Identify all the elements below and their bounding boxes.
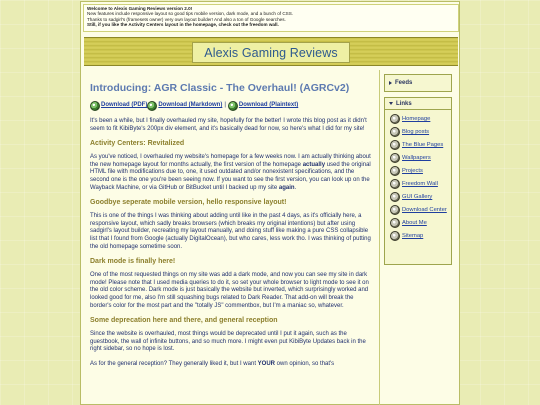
book-icon [390, 140, 400, 150]
text-run-bold: YOUR [257, 360, 275, 367]
download-plaintext[interactable] [228, 101, 298, 111]
links-label: Links [396, 100, 412, 107]
download-pdf-link[interactable]: Download (PDF) [101, 102, 148, 109]
caret-right-icon [389, 81, 392, 85]
links-list [385, 110, 451, 247]
notice-box [83, 4, 459, 32]
feeds-box [384, 74, 452, 92]
section-heading: Some deprecation here and there, and general reception [90, 317, 278, 325]
sidebar-link-blog-posts[interactable] [390, 127, 448, 137]
paragraph: Since the website is overhauled, most things would be deprecated until I put it again, such as the guestbook, the wall of infinite buttons, and so much more. I might even put KibiByte Updates back in the right sidebar, so no hope is lost. [90, 331, 366, 353]
download-icon [147, 101, 157, 111]
sidebar-link-label[interactable]: Homepage [402, 116, 431, 122]
download-links [90, 101, 373, 111]
notice-line: Still, if you like the Activity Centers layout in the homepage, check out the freedom wall. [87, 22, 279, 28]
sidebar-link-label[interactable]: Sitemap [402, 233, 424, 239]
sidebar-link-freedom-wall[interactable] [390, 179, 448, 189]
sidebar-link-sitemap[interactable] [390, 231, 448, 241]
notice-line: Welcome to Alexis Gaming Reviews version 2.0! [87, 6, 193, 11]
sidebar-link-blue-pages[interactable] [390, 140, 448, 150]
download-icon [228, 101, 238, 111]
separator: | [224, 102, 226, 109]
section-heading: Dark mode is finally here! [90, 258, 176, 266]
section-heading: Activity Centers: Revitalized [90, 140, 185, 148]
paragraph [90, 361, 373, 369]
wall-icon [390, 179, 400, 189]
projects-icon [390, 166, 400, 176]
text-run-bold: actually [302, 161, 326, 168]
notice-line: New features include responsive layout so good tips mobile version, dark mode, and a bunch of CSS. [87, 11, 294, 17]
main-content [84, 70, 380, 405]
paragraph: This is one of the things I was thinking about adding until like in the past 4 days, as it's officially here, a responsive layout, which sadly breaks browsers (which breaks my original intentions) but after using sadgirl's layout builder, recreating my layout manually, and doing stuff like making a pure CSS collapsible list that I found from Google (actually DigitalOcean), but who cares, less work tho. I was thinking of putting the old homepage sometime soon. [90, 213, 371, 250]
sidebar-link-homepage[interactable] [390, 114, 448, 124]
download-pdf[interactable] [90, 101, 147, 111]
download-markdown[interactable] [147, 101, 222, 111]
right-sidebar [381, 70, 459, 405]
feeds-label: Feeds [395, 80, 413, 86]
site-title[interactable]: Alexis Gaming Reviews [192, 42, 350, 63]
sitemap-icon [390, 231, 400, 241]
sidebar-link-label[interactable]: Projects [402, 168, 423, 174]
feeds-toggle[interactable] [385, 75, 451, 91]
sidebar-link-label[interactable]: The Blue Pages [402, 142, 444, 148]
text-run-bold: again [278, 184, 295, 191]
links-toggle[interactable] [385, 98, 451, 110]
sidebar-link-wallpapers[interactable] [390, 153, 448, 163]
download-plaintext-link[interactable]: Download (Plaintext) [238, 102, 299, 109]
sidebar-link-gui-gallery[interactable] [390, 192, 448, 202]
blog-icon [390, 127, 400, 137]
sidebar-link-about-me[interactable] [390, 218, 448, 228]
home-icon [390, 114, 400, 124]
sidebar-link-download-center[interactable] [390, 205, 448, 215]
text-run: used the original HTML file with modifications due to, one, it used outdated and/or nonexistent specifications, and the second one is the one you're been seeing now. If you want to see the first version, you can look up on the Wayback Machine, or via GitHub or BitBucket until I backed up my site [90, 161, 371, 191]
paragraph: One of the most requested things on my site was add a dark mode, and now you can see my site in dark mode! Please note that I used media queries to do it, so set your whole browser to light mode to see it on the old color scheme. Dark mode is just basically the website but inverted, which surprisingly worked and looked good for me, also I'm still squashing bugs related to Dark Reader. That add-on will break the border's color for the most part and the "totally JS" commentbox, but I'm a maniac so, whatever. [90, 272, 369, 309]
sidebar-link-label[interactable]: GUI Gallery [402, 194, 433, 200]
gallery-icon [390, 192, 400, 202]
download-icon [90, 101, 100, 111]
sidebar-link-label[interactable]: Freedom Wall [402, 181, 438, 187]
caret-down-icon [389, 102, 393, 105]
section-heading: Goodbye seperate mobile version, hello responsive layout! [90, 199, 287, 207]
text-run: As you've noticed, I overhauled my website's homepage for a few weeks now. I am actually thinking about the new homepage layout for months actually, the first version of the homepage [90, 154, 371, 168]
user-icon [390, 218, 400, 228]
paragraph: It's been a while, but I finally overhauled my site, hopefully for the better! I wrote this blog post as it didn't seem to fit KibiByte's 200px div element, and it's basically dead for now, so here's what I did for my site! [90, 118, 367, 132]
sidebar-link-projects[interactable] [390, 166, 448, 176]
site-banner [84, 37, 458, 66]
sidebar-link-label[interactable]: About Me [402, 220, 427, 226]
notice-line: Thanks to sadgirl's (framesets owner) very own layout builder! And also a ton of Google searches. [87, 16, 286, 22]
download-markdown-link[interactable]: Download (Markdown) [158, 102, 223, 109]
sidebar-link-label[interactable]: Blog posts [402, 129, 430, 135]
sidebar-link-label[interactable]: Download Center [402, 207, 447, 213]
text-run: own opinion, so that's [275, 360, 335, 367]
download-icon [390, 205, 400, 215]
sidebar-link-label[interactable]: Wallpapers [402, 155, 431, 161]
post-title: Introducing: AGR Classic - The Overhaul! (AGRCv2) [90, 82, 350, 94]
text-run: As for the general reception? They generally liked it, but I want [90, 360, 258, 367]
paragraph [90, 154, 373, 192]
picture-icon [390, 153, 400, 163]
links-box [384, 97, 452, 265]
text-run: . [294, 184, 297, 191]
page-frame [80, 1, 460, 405]
